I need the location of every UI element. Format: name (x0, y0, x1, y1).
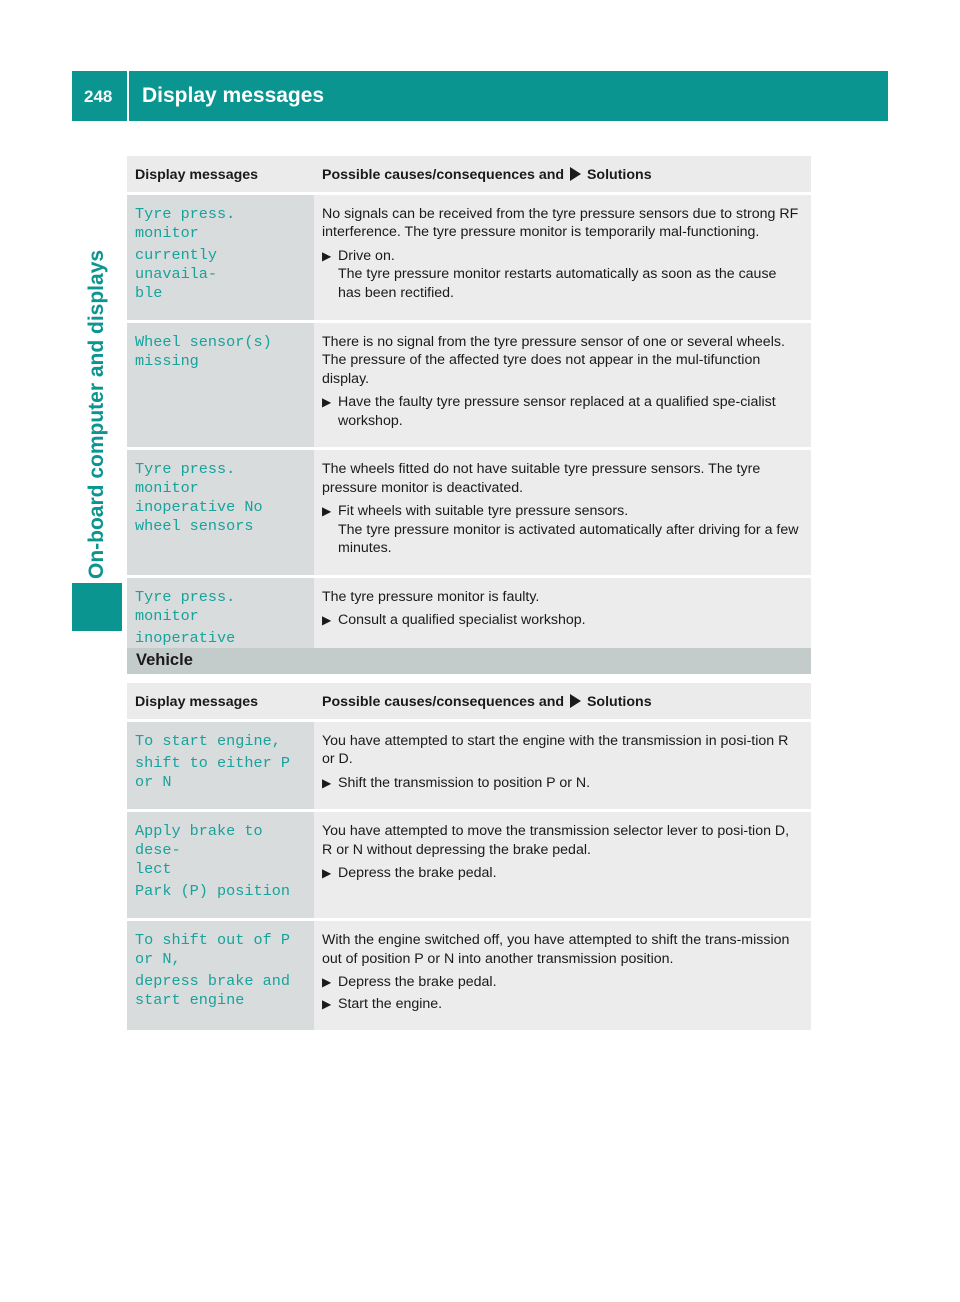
solution-step-text: Have the faulty tyre pressure sensor replaced at a qualified spe‐cialist workshop. (338, 394, 776, 429)
display-message-line: depress brake and start engine (135, 972, 290, 1009)
section-bar-vehicle (127, 648, 811, 674)
display-message-cell (127, 195, 314, 320)
display-message-text (135, 822, 306, 901)
display-message-text (135, 931, 306, 1010)
causes-solutions-cell (314, 812, 811, 918)
step-arrow-icon: ▶ (322, 248, 332, 263)
cause-description: You have attempted to move the transmission selector lever to posi‐tion D, R or N without depressing the brake pedal. (322, 823, 790, 858)
display-message-line: shift to either P or N (135, 753, 290, 791)
step-arrow-icon: ▶ (322, 866, 332, 880)
display-message-text (135, 333, 306, 371)
table-row (127, 921, 811, 1030)
cause-description: No signals can be received from the tyre pressure sensors due to strong RF interference. The tyre pressure monitor is temporarily mal‐functioning. (322, 205, 799, 240)
table-row (127, 450, 811, 575)
table-row (127, 195, 811, 320)
solution-step-text: Depress the brake pedal. (338, 974, 497, 990)
display-message-cell (127, 323, 314, 448)
cause-description: The wheels fitted do not have suitable tyre pressure sensors. The tyre pressure monitor is deactivated. (322, 461, 761, 496)
solution-arrow-icon (570, 167, 581, 181)
page-number: 248 (84, 87, 113, 106)
causes-solutions-cell (314, 195, 811, 320)
solution-step (322, 502, 803, 558)
col-header-display-messages: Display messages (127, 683, 314, 719)
display-message-text (135, 732, 306, 792)
display-message-cell (127, 812, 314, 918)
display-message-line: To shift out of P or N, (135, 931, 290, 968)
causes-solutions-cell (314, 921, 811, 1030)
cause-description: The tyre pressure monitor is faulty. (322, 588, 540, 605)
step-arrow-icon: ▶ (322, 395, 332, 409)
display-message-line: Apply brake to dese‐ lect (135, 822, 263, 878)
display-message-line: Tyre press. monitor (135, 587, 236, 625)
solution-step (322, 611, 803, 630)
solution-step-text: Depress the brake pedal. (338, 865, 497, 881)
table-row (127, 722, 811, 810)
col-header-causes-prefix: Possible causes/consequences and (322, 694, 569, 710)
col-header-causes (314, 156, 811, 192)
display-message-cell (127, 450, 314, 575)
cause-description: There is no signal from the tyre pressure sensor of one or several wheels. The pressure of the affected tyre does not appear in the mul‐tifunction display. (322, 333, 785, 387)
solution-step-text: Shift the transmission to position P or N. (338, 774, 591, 791)
solution-step (322, 774, 803, 793)
display-message-cell (127, 722, 314, 810)
col-header-causes-suffix: Solutions (583, 694, 652, 710)
solution-step-text: Drive on. The tyre pressure monitor restarts automatically as soon as the cause has been rectified. (338, 247, 777, 301)
display-message-line: To start engine, (135, 731, 281, 750)
display-message-line: Tyre press. monitor inoperative No wheel sensors (135, 460, 263, 535)
cause-description: With the engine switched off, you have attempted to shift the trans‐mission out of position P or N into another transmission position. (322, 932, 790, 967)
section-title: Vehicle (136, 651, 193, 669)
display-message-line: inoperative (135, 628, 236, 647)
display-message-line: Park (P) position (135, 882, 290, 900)
solution-step-text: Start the engine. (338, 995, 443, 1012)
chapter-marker-block (72, 583, 122, 631)
step-arrow-icon: ▶ (322, 996, 332, 1011)
col-header-causes-suffix: Solutions (583, 167, 652, 183)
vehicle-messages-table (127, 680, 811, 1033)
table-header-row (127, 683, 811, 719)
page-header (72, 71, 888, 121)
table-header-row (127, 156, 811, 192)
causes-solutions-cell (314, 450, 811, 575)
step-arrow-icon: ▶ (322, 975, 332, 989)
chapter-side-tab (72, 121, 122, 579)
display-message-line: currently unavaila‐ ble (135, 245, 218, 302)
solution-step-text: Fit wheels with suitable tyre pressure sensors. The tyre pressure monitor is activated automatically after driving for a few minutes. (338, 503, 799, 556)
display-message-line: Tyre press. monitor (135, 204, 236, 242)
solution-arrow-icon (570, 694, 581, 708)
col-header-causes (314, 683, 811, 719)
solution-step (322, 247, 803, 303)
col-header-display-messages: Display messages (127, 156, 314, 192)
display-message-cell (127, 921, 314, 1030)
causes-solutions-cell (314, 722, 811, 810)
tyre-pressure-messages-table (127, 153, 811, 668)
display-message-text (135, 205, 306, 303)
step-arrow-icon: ▶ (322, 775, 332, 790)
chapter-label: On-board computer and displays (85, 249, 108, 579)
header-divider (127, 71, 129, 121)
cause-description: You have attempted to start the engine with the transmission in posi‐tion R or D. (322, 732, 789, 767)
display-message-text (135, 588, 306, 648)
step-arrow-icon: ▶ (322, 504, 332, 518)
display-message-text (135, 460, 306, 536)
solution-step (322, 393, 803, 430)
col-header-causes-prefix: Possible causes/consequences and (322, 167, 569, 183)
table-row (127, 812, 811, 918)
solution-step (322, 864, 803, 883)
table-row (127, 323, 811, 448)
solution-step (322, 995, 803, 1014)
causes-solutions-cell (314, 323, 811, 448)
solution-step (322, 973, 803, 992)
step-arrow-icon: ▶ (322, 613, 332, 627)
page-title: Display messages (142, 84, 325, 107)
solution-step-text: Consult a qualified specialist workshop. (338, 612, 586, 628)
display-message-line: Wheel sensor(s) missing (135, 332, 272, 370)
